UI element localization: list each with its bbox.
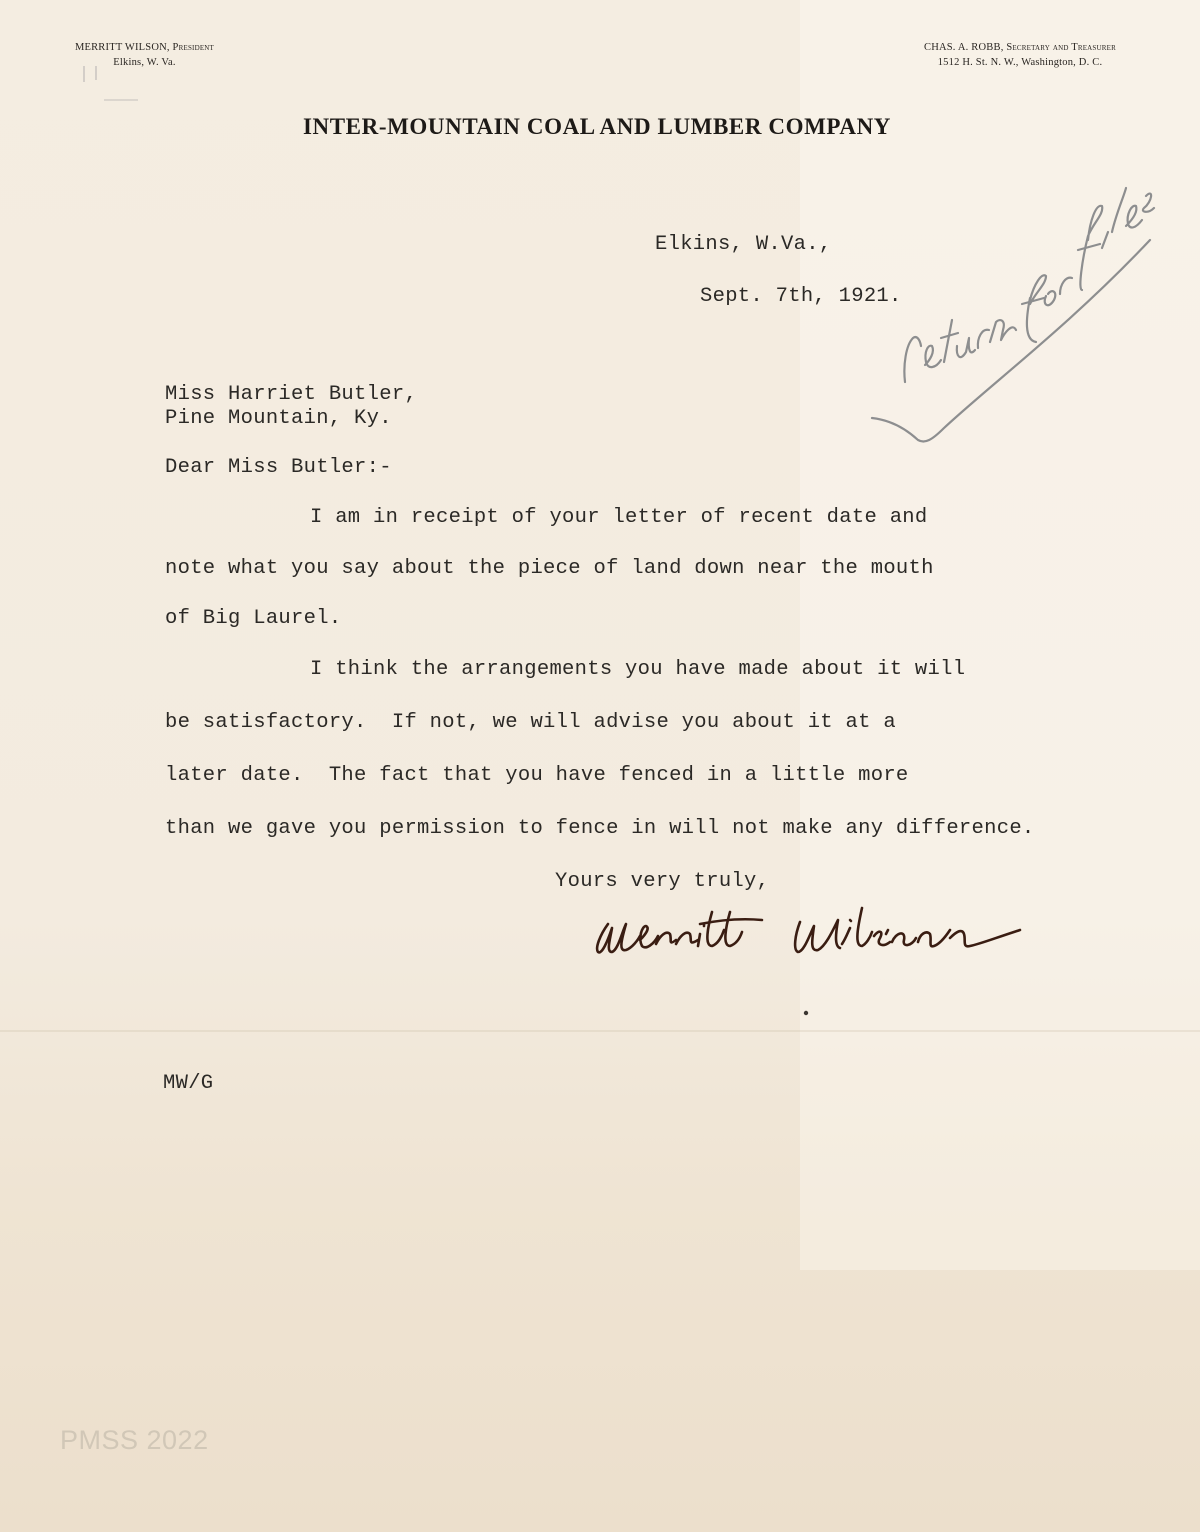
body-line: I think the arrangements you have made about it will (310, 658, 966, 681)
letter-place: Elkins, W.Va., (655, 233, 832, 256)
recipient-name: Miss Harriet Butler, (165, 383, 418, 406)
president-location: Elkins, W. Va. (113, 57, 176, 68)
treasurer-address: 1512 H. St. N. W., Washington, D. C. (937, 57, 1103, 68)
treasurer-name: CHAS. A. ROBB, Secretary and Treasurer (924, 42, 1116, 53)
typist-initials: MW/G (163, 1072, 214, 1095)
body-line: be satisfactory. If not, we will advise you about it at a (165, 711, 896, 734)
letter-date: Sept. 7th, 1921. (700, 285, 902, 308)
ink-dot (804, 1011, 808, 1015)
closing: Yours very truly, (555, 870, 770, 893)
recipient-address: Pine Mountain, Ky. (165, 407, 392, 430)
body-line: note what you say about the piece of land down near the mouth (165, 557, 934, 580)
body-line: I am in receipt of your letter of recent date and (310, 506, 928, 529)
signature (597, 908, 1020, 952)
company-name: INTER-MOUNTAIN COAL AND LUMBER COMPANY (302, 114, 891, 139)
pencil-marks (84, 66, 96, 82)
salutation: Dear Miss Butler:- (165, 456, 392, 479)
archive-watermark: PMSS 2022 (60, 1425, 209, 1455)
body-line: than we gave you permission to fence in will not make any difference. (165, 817, 1035, 840)
pencil-note-return-for-files (872, 188, 1154, 442)
president-name: MERRITT WILSON, President (74, 42, 215, 53)
body-line: of Big Laurel. (165, 607, 342, 630)
body-line: later date. The fact that you have fenced in a little more (165, 764, 909, 787)
